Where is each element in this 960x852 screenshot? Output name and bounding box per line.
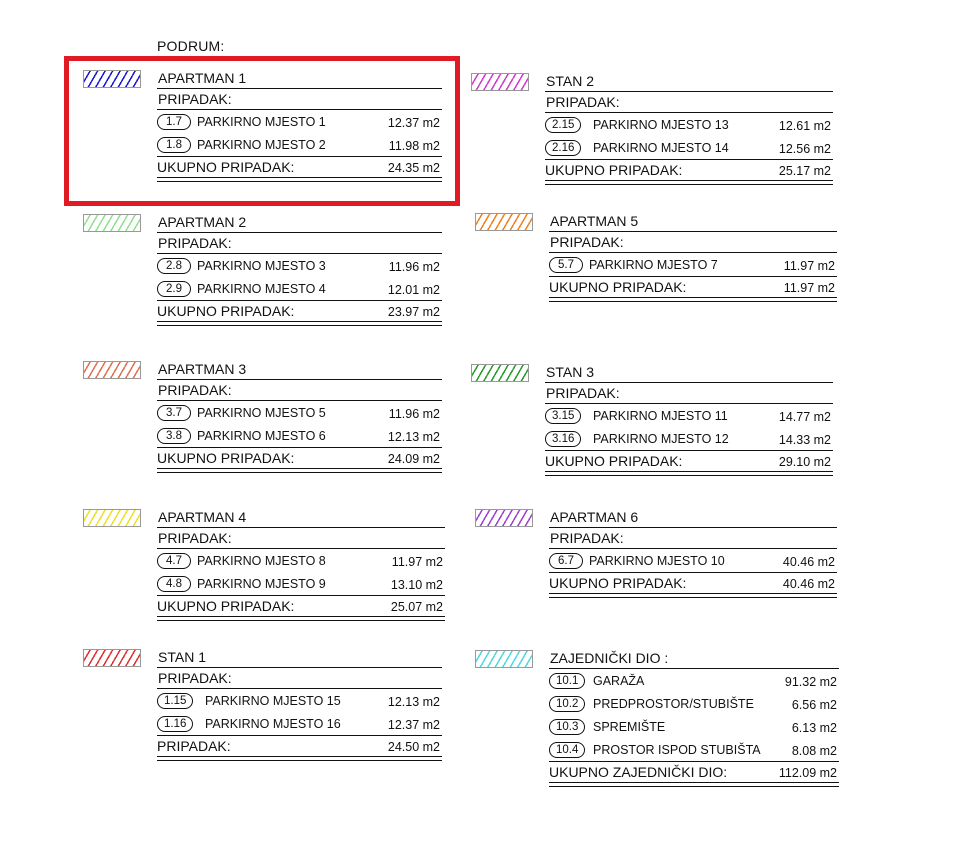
legend-block-stan-1 xyxy=(157,647,442,761)
item-area: 11.96 m2 xyxy=(388,260,440,274)
list-item xyxy=(157,712,442,735)
block-title: STAN 1 xyxy=(157,647,442,668)
total-label: UKUPNO PRIPADAK: xyxy=(545,453,683,469)
total-area: 25.17 m2 xyxy=(778,164,831,178)
list-item xyxy=(157,277,442,300)
block-title: STAN 3 xyxy=(545,362,833,383)
item-label: GARAŽA xyxy=(593,674,645,688)
block-title: APARTMAN 2 xyxy=(157,212,442,233)
item-label: PARKIRNO MJESTO 8 xyxy=(197,554,326,568)
item-label: PARKIRNO MJESTO 9 xyxy=(197,577,326,591)
list-item xyxy=(545,404,833,427)
item-area: 11.96 m2 xyxy=(388,407,440,421)
item-label: PARKIRNO MJESTO 15 xyxy=(205,694,341,708)
item-label: PREDPROSTOR/STUBIŠTE xyxy=(593,697,754,711)
total-row xyxy=(549,762,839,783)
pripadak-label: PRIPADAK: xyxy=(549,232,837,253)
list-item xyxy=(545,113,833,136)
list-item xyxy=(545,427,833,450)
pripadak-label: PRIPADAK: xyxy=(157,668,442,689)
hatch-swatch-stan-1 xyxy=(83,649,141,667)
total-row xyxy=(549,573,837,594)
pripadak-label: PRIPADAK: xyxy=(549,528,837,549)
item-code-badge: 1.15 xyxy=(157,693,193,709)
list-item xyxy=(549,715,839,738)
item-label: PARKIRNO MJESTO 12 xyxy=(593,432,729,446)
item-area: 11.97 m2 xyxy=(783,259,835,273)
total-area: 112.09 m2 xyxy=(778,766,837,780)
pripadak-label: PRIPADAK: xyxy=(157,380,442,401)
list-item xyxy=(157,549,445,572)
item-area: 11.97 m2 xyxy=(391,555,443,569)
legend-block-apartman-4 xyxy=(157,507,445,621)
list-item xyxy=(549,549,837,572)
item-code-badge: 3.16 xyxy=(545,431,581,447)
item-code-badge: 2.15 xyxy=(545,117,581,133)
block-title: APARTMAN 3 xyxy=(157,359,442,380)
list-item xyxy=(157,401,442,424)
item-code-badge: 3.8 xyxy=(157,428,191,444)
double-underline xyxy=(157,757,442,761)
item-code-badge: 2.16 xyxy=(545,140,581,156)
item-code-badge: 4.8 xyxy=(157,576,191,592)
double-underline xyxy=(157,469,442,473)
item-label: PARKIRNO MJESTO 5 xyxy=(197,406,326,420)
pripadak-label: PRIPADAK: xyxy=(545,92,833,113)
item-code-badge: 2.9 xyxy=(157,281,191,297)
total-area: 24.09 m2 xyxy=(387,452,440,466)
total-label: UKUPNO PRIPADAK: xyxy=(157,159,295,175)
item-label: SPREMIŠTE xyxy=(593,720,666,734)
double-underline xyxy=(549,298,837,302)
total-label: PRIPADAK: xyxy=(157,738,231,754)
legend-block-stan-2 xyxy=(545,71,833,185)
total-row xyxy=(157,448,442,469)
total-label: UKUPNO PRIPADAK: xyxy=(545,162,683,178)
item-code-badge: 1.7 xyxy=(157,114,191,130)
list-item xyxy=(549,669,839,692)
hatch-swatch-apartman-4 xyxy=(83,509,141,527)
item-area: 13.10 m2 xyxy=(390,578,443,592)
item-label: PARKIRNO MJESTO 3 xyxy=(197,259,326,273)
item-area: 40.46 m2 xyxy=(782,555,835,569)
legend-block-apartman-5 xyxy=(549,211,837,302)
item-code-badge: 3.7 xyxy=(157,405,191,421)
item-area: 12.01 m2 xyxy=(387,283,440,297)
block-title: ZAJEDNIČKI DIO : xyxy=(549,648,839,669)
list-item xyxy=(157,689,442,712)
item-code-badge: 10.2 xyxy=(549,696,585,712)
item-label: PARKIRNO MJESTO 1 xyxy=(197,115,326,129)
hatch-swatch-apartman-5 xyxy=(475,213,533,231)
hatch-swatch-stan-3 xyxy=(471,364,529,382)
item-label: PARKIRNO MJESTO 4 xyxy=(197,282,326,296)
legend-block-apartman-3 xyxy=(157,359,442,473)
block-title: APARTMAN 1 xyxy=(157,68,442,89)
double-underline xyxy=(157,322,442,326)
item-code-badge: 1.16 xyxy=(157,716,193,732)
item-code-badge: 6.7 xyxy=(549,553,583,569)
list-item xyxy=(157,572,445,595)
item-code-badge: 5.7 xyxy=(549,257,583,273)
total-row xyxy=(157,301,442,322)
item-code-badge: 3.15 xyxy=(545,408,581,424)
hatch-swatch-apartman-2 xyxy=(83,214,141,232)
total-area: 11.97 m2 xyxy=(783,281,835,295)
total-area: 25.07 m2 xyxy=(390,600,443,614)
item-area: 12.61 m2 xyxy=(778,119,831,133)
list-item xyxy=(157,254,442,277)
item-area: 6.13 m2 xyxy=(791,721,837,735)
item-code-badge: 1.8 xyxy=(157,137,191,153)
total-area: 29.10 m2 xyxy=(778,455,831,469)
item-area: 91.32 m2 xyxy=(784,675,837,689)
total-area: 40.46 m2 xyxy=(782,577,835,591)
total-label: UKUPNO PRIPADAK: xyxy=(549,279,687,295)
item-area: 8.08 m2 xyxy=(791,744,837,758)
item-label: PARKIRNO MJESTO 7 xyxy=(589,258,718,272)
list-item xyxy=(549,253,837,276)
total-label: UKUPNO PRIPADAK: xyxy=(157,450,295,466)
hatch-swatch-stan-2 xyxy=(471,73,529,91)
item-label: PROSTOR ISPOD STUBIŠTA xyxy=(593,743,761,757)
total-area: 24.50 m2 xyxy=(387,740,440,754)
item-code-badge: 2.8 xyxy=(157,258,191,274)
list-item xyxy=(157,424,442,447)
item-area: 12.37 m2 xyxy=(387,718,440,732)
total-label: UKUPNO PRIPADAK: xyxy=(157,303,295,319)
hatch-swatch-apartman-6 xyxy=(475,509,533,527)
block-title: APARTMAN 5 xyxy=(549,211,837,232)
item-label: PARKIRNO MJESTO 2 xyxy=(197,138,326,152)
item-area: 6.56 m2 xyxy=(791,698,837,712)
page-title: PODRUM: xyxy=(157,38,225,54)
block-title: APARTMAN 4 xyxy=(157,507,445,528)
item-code-badge: 10.3 xyxy=(549,719,585,735)
item-label: PARKIRNO MJESTO 11 xyxy=(593,409,728,423)
pripadak-label: PRIPADAK: xyxy=(157,233,442,254)
legend-block-apartman-6 xyxy=(549,507,837,598)
total-label: UKUPNO PRIPADAK: xyxy=(549,575,687,591)
pripadak-label: PRIPADAK: xyxy=(157,89,442,110)
block-title: STAN 2 xyxy=(545,71,833,92)
item-code-badge: 10.4 xyxy=(549,742,585,758)
list-item xyxy=(549,692,839,715)
list-item xyxy=(549,738,839,761)
double-underline xyxy=(545,181,833,185)
total-label: UKUPNO PRIPADAK: xyxy=(157,598,295,614)
highlight-box xyxy=(64,56,460,206)
list-item xyxy=(545,136,833,159)
legend-block-zajednicki-dio xyxy=(549,648,839,787)
total-area: 23.97 m2 xyxy=(387,305,440,319)
item-area: 12.13 m2 xyxy=(387,695,440,709)
item-label: PARKIRNO MJESTO 10 xyxy=(589,554,725,568)
total-row xyxy=(545,451,833,472)
hatch-swatch-zajednicki-dio xyxy=(475,650,533,668)
item-area: 11.98 m2 xyxy=(388,139,440,153)
item-label: PARKIRNO MJESTO 16 xyxy=(205,717,341,731)
double-underline xyxy=(157,617,445,621)
total-label: UKUPNO ZAJEDNIČKI DIO: xyxy=(549,764,728,780)
item-code-badge: 10.1 xyxy=(549,673,585,689)
item-area: 14.77 m2 xyxy=(778,410,831,424)
block-title: APARTMAN 6 xyxy=(549,507,837,528)
item-area: 14.33 m2 xyxy=(778,433,831,447)
total-row xyxy=(545,160,833,181)
total-row xyxy=(157,596,445,617)
double-underline xyxy=(549,594,837,598)
total-row xyxy=(157,736,442,757)
hatch-swatch-apartman-3 xyxy=(83,361,141,379)
total-area: 24.35 m2 xyxy=(387,161,440,175)
item-area: 12.37 m2 xyxy=(387,116,440,130)
legend-block-apartman-2 xyxy=(157,212,442,326)
pripadak-label: PRIPADAK: xyxy=(157,528,445,549)
item-label: PARKIRNO MJESTO 14 xyxy=(593,141,729,155)
pripadak-label: PRIPADAK: xyxy=(545,383,833,404)
item-code-badge: 4.7 xyxy=(157,553,191,569)
legend-block-stan-3 xyxy=(545,362,833,476)
item-area: 12.56 m2 xyxy=(778,142,831,156)
item-label: PARKIRNO MJESTO 6 xyxy=(197,429,326,443)
double-underline xyxy=(545,472,833,476)
total-row xyxy=(549,277,837,298)
item-area: 12.13 m2 xyxy=(387,430,440,444)
item-label: PARKIRNO MJESTO 13 xyxy=(593,118,729,132)
double-underline xyxy=(549,783,839,787)
